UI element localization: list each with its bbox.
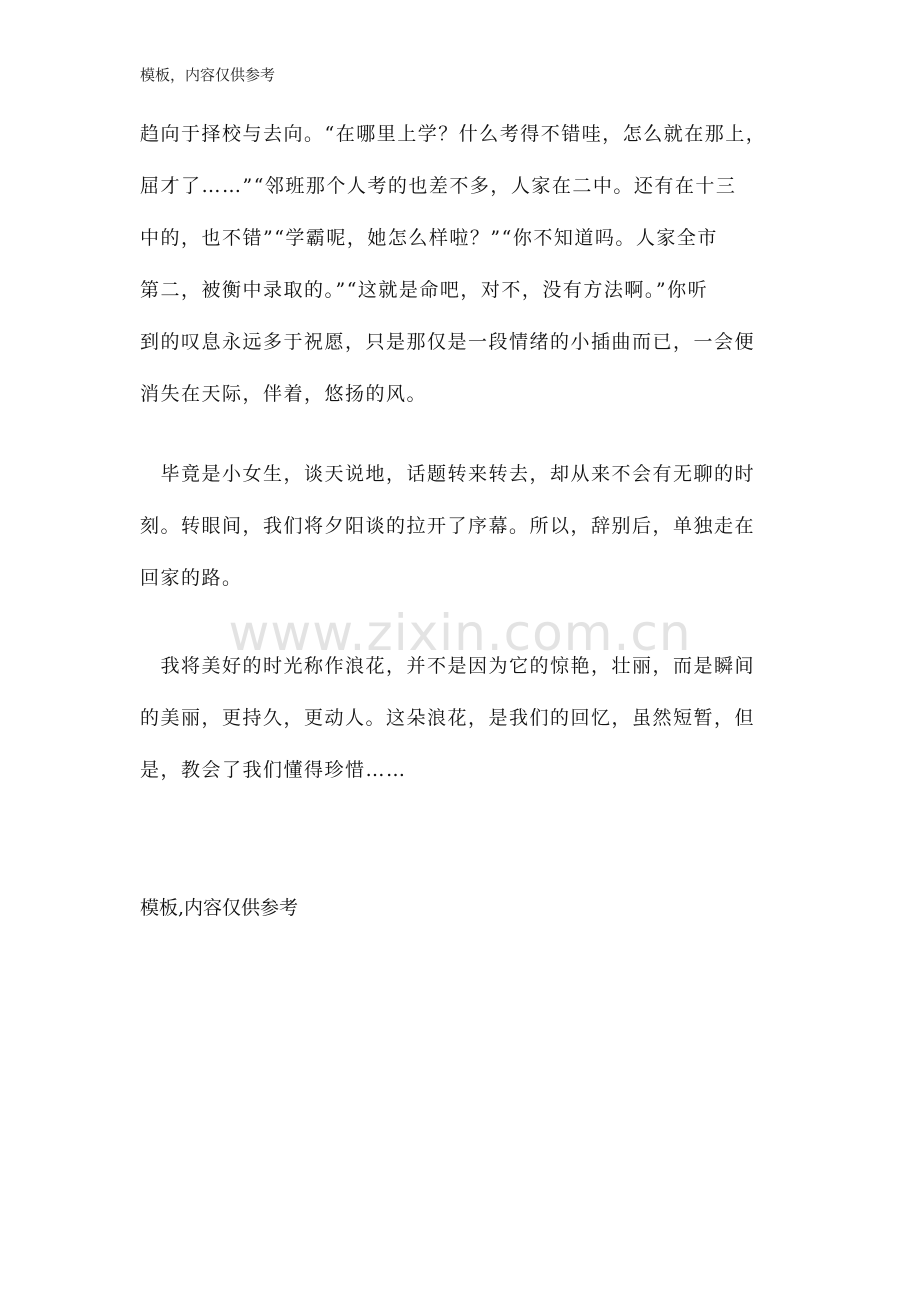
text-line: 回家的路。 <box>140 567 243 589</box>
text-line: 到的叹息永远多于祝愿，只是那仅是一段情绪的小插曲而已，一会便 <box>140 331 756 353</box>
text-line: 刻。转眼间，我们将夕阳谈的拉开了序幕。所以，辞别后，单独走在 <box>140 515 756 537</box>
page-header: 模板，内容仅供参考 <box>140 66 276 84</box>
text-line: 是，教会了我们懂得珍惜…… <box>140 759 407 781</box>
text-line: 我将美好的时光称作浪花，并不是因为它的惊艳，壮丽，而是瞬间 <box>140 655 756 677</box>
watermark: www.zixin.com.cn <box>228 604 692 662</box>
paragraph-1 <box>140 108 780 420</box>
text-line: 消失在天际，伴着，悠扬的风。 <box>140 383 428 405</box>
text-line: 毕竟是小女生，谈天说地，话题转来转去，却从来不会有无聊的时 <box>140 463 756 485</box>
text-line: 的美丽，更持久，更动人。这朵浪花，是我们的回忆，虽然短暂，但 <box>140 707 756 729</box>
page-footer: 模板,内容仅供参考 <box>140 897 299 919</box>
text-line: 第二，被衡中录取的。”“这就是命吧，对不，没有方法啊。”你听 <box>140 279 709 301</box>
text-line: 中的，也不错”“学霸呢，她怎么样啦？”“你不知道吗。人家全市 <box>140 227 718 249</box>
text-line: 趋向于择校与去向。“在哪里上学？什么考得不错哇，怎么就在那上， <box>140 123 767 145</box>
text-line: 屈才了……”“邻班那个人考的也差不多，人家在二中。还有在十三 <box>140 175 737 197</box>
paragraph-2 <box>140 448 780 604</box>
paragraph-3 <box>140 640 780 796</box>
